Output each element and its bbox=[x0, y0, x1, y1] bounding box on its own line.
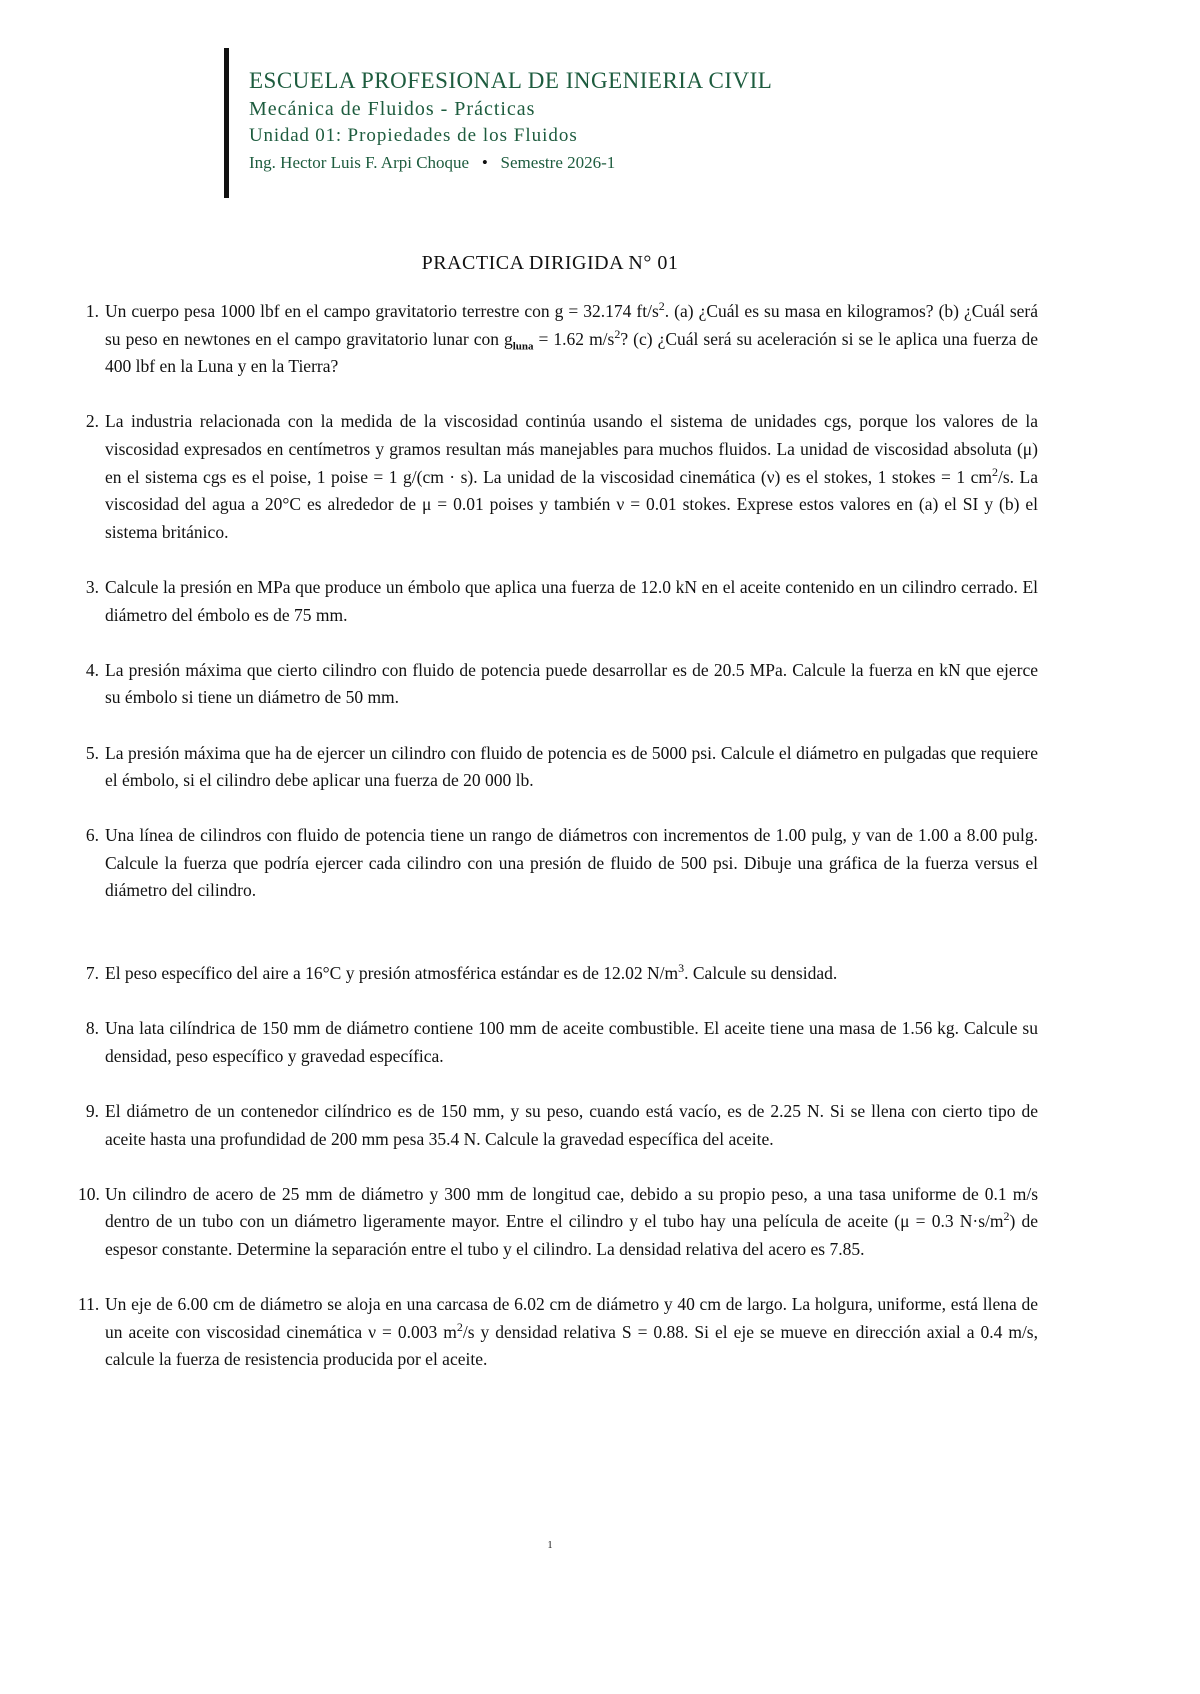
superscript: 3 bbox=[678, 961, 685, 976]
author-line bbox=[249, 153, 772, 173]
problem-number: 4. bbox=[85, 659, 99, 680]
unit-line bbox=[249, 125, 772, 147]
problem-item bbox=[78, 740, 1038, 795]
problem-number: 1. bbox=[85, 301, 99, 321]
superscript: 2 bbox=[456, 1319, 463, 1334]
superscript: 2 bbox=[992, 464, 998, 479]
problem-item bbox=[78, 657, 1038, 712]
problem-item bbox=[78, 1098, 1038, 1153]
problem-text: ) de espesor constante. Determine la separación entre el tubo y el cilindro. La densidad relativa del acero es 7.85. bbox=[105, 1211, 1038, 1259]
page-number: 1 bbox=[547, 1540, 553, 1551]
problem-text: La presión máxima que ha de ejercer un cilindro con fluido de potencia es de 5000 psi. Calcule el diámetro en pulgadas que requiere el émbolo, si el cilindro debe aplicar una fuerza de 20 000 lb. bbox=[105, 742, 1038, 791]
problem-item bbox=[78, 1291, 1038, 1374]
problem-text: . (a) ¿Cuál es su masa en kilogramos? (b) ¿Cuál será su peso en newtones en el campo gravitatorio lunar con g bbox=[105, 301, 1038, 349]
semester: Semestre 2026-1 bbox=[500, 153, 616, 172]
superscript: 2 bbox=[658, 299, 665, 314]
problem-text: . Calcule su densidad. bbox=[684, 963, 838, 984]
problem-text: /s. La viscosidad del agua a 20°C es alrededor de μ = 0.01 poises y también ν = 0.01 stokes. Exprese estos valores en (a) el SI y (b) el sistema británico. bbox=[105, 466, 1038, 542]
problem-item bbox=[78, 408, 1038, 546]
problem-number: 9. bbox=[85, 1101, 99, 1122]
page-title: PRACTICA DIRIGIDA N° 01 bbox=[421, 252, 679, 274]
problem-text: Calcule la presión en MPa que produce un émbolo que aplica una fuerza de 12.0 kN en el aceite contenido en un cilindro cerrado. El diámetro del émbolo es de 75 mm. bbox=[105, 576, 1038, 625]
problem-item bbox=[78, 574, 1038, 629]
problem-text: Una lata cilíndrica de 150 mm de diámetro contiene 100 mm de aceite combustible. El aceite tiene una masa de 1.56 kg. Calcule su densidad, peso específico y gravedad específica. bbox=[105, 1018, 1038, 1066]
document-header bbox=[224, 48, 772, 198]
unit-label: Unidad 01: bbox=[249, 125, 342, 146]
superscript: 2 bbox=[1003, 1209, 1010, 1224]
bullet-icon: • bbox=[481, 153, 488, 172]
problem-text: = 1.62 m/s bbox=[533, 328, 615, 349]
problem-item bbox=[78, 298, 1038, 381]
problem-text: El diámetro de un contenedor cilíndrico es de 150 mm, y su peso, cuando está vacío, es de 2.25 N. Si se llena con cierto tipo de aceite hasta una profundidad de 200 mm pesa 35.4 N. Calcule la gravedad específica del aceite. bbox=[105, 1101, 1038, 1149]
problem-number: 6. bbox=[85, 825, 99, 846]
problem-number: 8. bbox=[85, 1018, 99, 1039]
school-name: ESCUELA PROFESIONAL DE INGENIERIA CIVIL bbox=[249, 68, 773, 93]
problem-text: Una línea de cilindros con fluido de potencia tiene un rango de diámetros con incrementos de 1.00 pulg, y van de 1.00 a 8.00 pulg. Calcule la fuerza que podría ejercer cada cilindro con una presión de fluido de 500 psi. Dibuje una gráfica de la fuerza versus el diámetro del cilindro. bbox=[105, 825, 1038, 901]
problem-text: Un cuerpo pesa 1000 lbf en el campo gravitatorio terrestre con g = 32.174 ft/s bbox=[105, 301, 659, 321]
author: Ing. Hector Luis F. Arpi Choque bbox=[249, 153, 470, 172]
problem-item bbox=[78, 822, 1038, 905]
problem-number: 3. bbox=[85, 576, 99, 597]
problem-item bbox=[78, 1015, 1038, 1070]
unit-title: Propiedades de los Fluidos bbox=[347, 125, 578, 146]
problem-number: 5. bbox=[85, 742, 99, 763]
problem-item bbox=[78, 960, 1038, 988]
problem-number: 2. bbox=[85, 411, 99, 432]
problem-number: 11. bbox=[78, 1294, 100, 1315]
subscript: luna bbox=[512, 340, 534, 353]
problem-text: El peso específico del aire a 16°C y presión atmosférica estándar es de 12.02 N/m bbox=[105, 963, 679, 984]
problem-text: Un eje de 6.00 cm de diámetro se aloja en una carcasa de 6.02 cm de diámetro y 40 cm de largo. La holgura, uniforme, está llena de un aceite con viscosidad cinemática ν = 0.003 m bbox=[105, 1294, 1038, 1342]
problem-text: ? (c) ¿Cuál será su aceleración si se le aplica una fuerza de 400 lbf en la Luna y en la Tierra? bbox=[105, 328, 1039, 377]
problem-number: 7. bbox=[85, 963, 99, 984]
problem-number: 10. bbox=[78, 1183, 100, 1204]
problem-text: La industria relacionada con la medida de la viscosidad continúa usando el sistema de unidades cgs, porque los valores de la viscosidad expresados en centímetros y gramos resultan más manejables para muchos fluidos. La unidad de viscosidad absoluta (μ) en el sistema cgs es el poise, 1 poise = 1 g/(cm · s). La unidad de la viscosidad cinemática (ν) es el stokes, 1 stokes = 1 cm bbox=[105, 411, 1038, 487]
problem-list bbox=[78, 298, 1038, 1402]
problem-text: La presión máxima que cierto cilindro con fluido de potencia puede desarrollar es de 20.5 MPa. Calcule la fuerza en kN que ejerce su émbolo si tiene un diámetro de 50 mm. bbox=[105, 659, 1038, 708]
problem-text: Un cilindro de acero de 25 mm de diámetro y 300 mm de longitud cae, debido a su propio peso, a una tasa uniforme de 0.1 m/s dentro de un tubo con un diámetro ligeramente mayor. Entre el cilindro y el tubo hay una película de aceite (μ = 0.3 N·s/m bbox=[105, 1183, 1038, 1232]
course-name: Mecánica de Fluidos - Prácticas bbox=[249, 98, 536, 120]
problem-text: /s y densidad relativa S = 0.88. Si el eje se mueve en dirección axial a 0.4 m/s, calcule la fuerza de resistencia producida por el aceite. bbox=[105, 1321, 1038, 1370]
problem-item bbox=[78, 1181, 1038, 1264]
superscript: 2 bbox=[614, 326, 621, 341]
